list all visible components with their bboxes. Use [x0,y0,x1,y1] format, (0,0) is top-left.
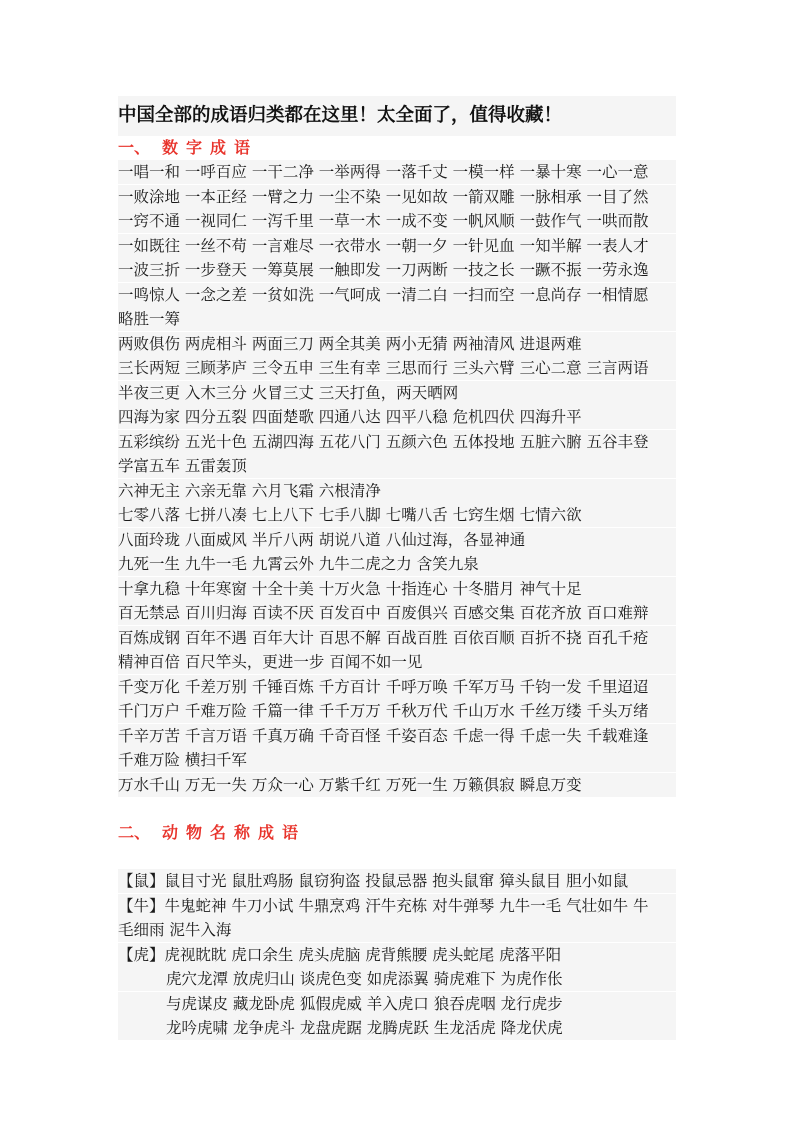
idiom-line [118,699,676,723]
idiom-text: 半夜三更 入木三分 火冒三丈 三天打鱼，两天晒网 [118,383,459,402]
idiom-line [118,773,676,797]
idiom-line [118,1016,676,1040]
idiom-text: 百炼成钢 百年不遇 百年大计 百思不解 百战百胜 百依百顺 百折不挠 百孔千疮 [118,628,649,647]
idiom-line [118,869,676,893]
idiom-line [118,724,676,748]
tiger-idiom-list [118,967,676,1040]
section-number: 一、 [118,138,151,157]
section-title: 数字成语 [162,138,259,157]
idiom-text: 两败俱伤 两虎相斗 两面三刀 两全其美 两小无猜 两袖清风 进退两难 [118,334,582,353]
idiom-line [118,967,676,991]
idiom-text: 一鸣惊人 一念之差 一贫如洗 一气呵成 一清二白 一扫而空 一息尚存 一相情愿 [118,285,649,304]
idiom-text: 【虎】虎视眈眈 虎口余生 虎头虎脑 虎背熊腰 虎头蛇尾 虎落平阳 [118,945,562,964]
idiom-line [118,601,676,625]
idiom-line [118,675,676,699]
idiom-text: 八面玲珑 八面威风 半斤八两 胡说八道 八仙过海，各显神通 [118,530,526,549]
idiom-line [118,160,676,184]
idiom-text: 十拿九稳 十年寒窗 十全十美 十万火急 十指连心 十冬腊月 神气十足 [118,579,582,598]
idiom-text: 【鼠】鼠目寸光 鼠肚鸡肠 鼠窃狗盗 投鼠忌器 抱头鼠窜 獐头鼠目 胆小如鼠 [118,872,629,890]
idiom-text: 五彩缤纷 五光十色 五湖四海 五花八门 五颜六色 五体投地 五脏六腑 五谷丰登 [118,432,649,451]
idiom-text: 六神无主 六亲无靠 六月飞霜 六根清净 [118,481,381,500]
section-heading-numbers [118,136,676,160]
idiom-text: 一波三折 一步登天 一筹莫展 一触即发 一刀两断 一技之长 一蹶不振 一劳永逸 [118,261,649,279]
section-heading-animals [118,821,676,845]
idiom-line [118,626,676,650]
idiom-text: 略胜一筹 [118,310,181,328]
idiom-line [118,430,676,454]
spacer [118,857,676,869]
idiom-text: 【牛】牛鬼蛇神 牛刀小试 牛鼎烹鸡 汗牛充栋 对牛弹琴 九牛一毛 气壮如牛 牛 [118,896,649,915]
idiom-line [118,381,676,405]
idiom-text: 七零八落 七拼八凑 七上八下 七手八脚 七嘴八舌 七窍生烟 七情六欲 [118,506,582,524]
idiom-text: 毛细雨 泥牛入海 [118,921,232,939]
idiom-text: 千门万户 千难万险 千篇一律 千千万万 千秋万代 千山万水 千丝万缕 千头万绪 [118,702,649,720]
idiom-line [118,234,676,258]
idiom-line [118,332,676,356]
idiom-text: 百无禁忌 百川归海 百读不厌 百发百中 百废俱兴 百感交集 百花齐放 百口难辩 [118,604,649,622]
idiom-text: 四海为家 四分五裂 四面楚歌 四通八达 四平八稳 危机四伏 四海升平 [118,408,582,426]
idiom-line [118,992,676,1016]
idiom-line [118,454,676,478]
animal-idiom-list [118,869,676,967]
idiom-text: 万水千山 万无一失 万众一心 万紫千红 万死一生 万籁俱寂 瞬息万变 [118,775,582,794]
idiom-text: 千辛万苦 千言万语 千真万确 千奇百怪 千姿百态 千虑一得 千虑一失 千载难逢 [118,726,649,745]
idiom-line [118,577,676,601]
number-idiom-list [118,160,676,797]
idiom-text: 一败涂地 一本正经 一臂之力 一尘不染 一见如故 一箭双雕 一脉相承 一目了然 [118,187,649,206]
idiom-text: 精神百倍 百尺竿头，更进一步 百闻不如一见 [118,653,423,671]
idiom-text: 学富五车 五雷轰顶 [118,457,247,475]
idiom-line [118,405,676,429]
idiom-line [118,479,676,503]
idiom-text: 三长两短 三顾茅庐 三令五申 三生有幸 三思而行 三头六臂 三心二意 三言两语 [118,359,649,377]
page-title: 中国全部的成语归类都在这里！太全面了，值得收藏！ [118,96,676,136]
spacer [118,797,676,821]
section-number: 二、 [118,823,151,842]
idiom-text: 一窍不通 一视同仁 一泻千里 一草一木 一成不变 一帆风顺 一鼓作气 一哄而散 [118,212,649,230]
section-title: 动物名称成语 [162,823,307,842]
idiom-line [118,356,676,380]
idiom-text: 九死一生 九牛一毛 九霄云外 九牛二虎之力 含笑九泉 [118,555,479,573]
idiom-line [118,552,676,576]
idiom-line [118,943,676,967]
idiom-text: 与虎谋皮 藏龙卧虎 狐假虎威 羊入虎口 狼吞虎咽 龙行虎步 [166,994,563,1013]
idiom-text: 千变万化 千差万别 千锤百炼 千方百计 千呼万唤 千军万马 千钧一发 千里迢迢 [118,677,649,696]
idiom-text: 虎穴龙潭 放虎归山 谈虎色变 如虎添翼 骑虎难下 为虎作伥 [166,970,563,988]
idiom-text: 千难万险 横扫千军 [118,751,247,769]
idiom-line [118,894,676,918]
idiom-line [118,503,676,527]
spacer [118,845,676,857]
idiom-line [118,650,676,674]
document-page [118,96,676,1041]
idiom-line [118,918,676,942]
idiom-line [118,528,676,552]
idiom-line [118,258,676,282]
idiom-text: 一如既往 一丝不苟 一言难尽 一衣带水 一朝一夕 一针见血 一知半解 一表人才 [118,236,649,255]
idiom-line [118,283,676,307]
idiom-text: 一唱一和 一呼百应 一干二净 一举两得 一落千丈 一模一样 一暴十寒 一心一意 [118,163,649,181]
idiom-line [118,185,676,209]
idiom-line [118,307,676,331]
idiom-line [118,209,676,233]
idiom-text: 龙吟虎啸 龙争虎斗 龙盘虎踞 龙腾虎跃 生龙活虎 降龙伏虎 [166,1019,563,1037]
idiom-line [118,748,676,772]
